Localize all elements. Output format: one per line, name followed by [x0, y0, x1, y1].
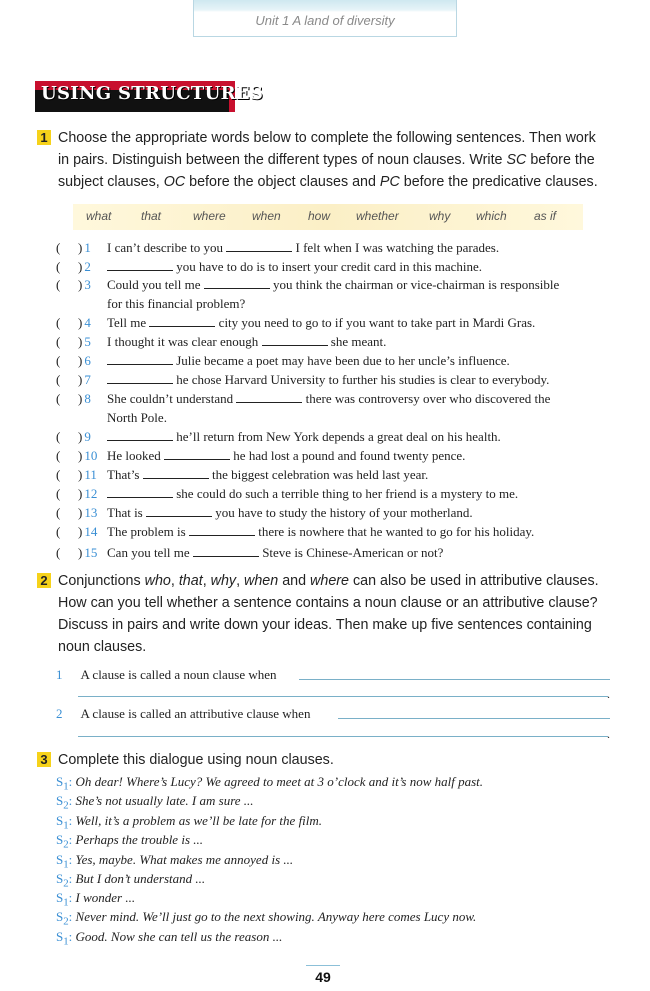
- header-tab: [193, 0, 457, 37]
- answer-prompt-1: 1 A clause is called a noun clause when: [56, 667, 277, 682]
- instruction-line: subject clauses, OC before the object clauses and PC before the predicative clauses.: [58, 174, 598, 190]
- dialogue-line: $S_1$: Oh dear! Where’s Lucy? We agreed to meet at 3 o’clock and it’s now half past.: [56, 774, 484, 793]
- answer-prompt-2: 2 A clause is called an attributive clause when: [56, 706, 311, 721]
- answer-blank[interactable]: [107, 429, 173, 441]
- word-option: where: [193, 209, 226, 223]
- section-title: USING STRUCTURES: [41, 83, 264, 104]
- dialogue-line: $S_2$: Perhaps the trouble is ...: [56, 832, 203, 851]
- answer-blank[interactable]: [204, 277, 270, 289]
- answer-line[interactable]: [78, 736, 608, 737]
- answer-line[interactable]: [78, 696, 608, 697]
- dialogue-line: $S_1$: Well, it’s a problem as we’ll be late for the film.: [56, 813, 323, 832]
- word-option: that: [141, 209, 162, 223]
- dialogue-line: $S_1$: Yes, maybe. What makes me annoyed is ...: [56, 852, 294, 871]
- instruction-line: in pairs. Distinguish between the different types of noun clauses. Write SC before the: [58, 152, 595, 168]
- answer-blank[interactable]: [107, 353, 173, 365]
- dialogue-line: $S_1$: I wonder ...: [56, 890, 136, 909]
- answer-blank[interactable]: [193, 545, 259, 557]
- word-option: why: [429, 209, 451, 223]
- answer-blank[interactable]: [107, 259, 173, 271]
- period-mark: .: [607, 687, 610, 701]
- answer-blank[interactable]: [146, 505, 212, 517]
- exercise-2-instruction: [58, 570, 618, 658]
- exercise-1-instruction: [58, 127, 618, 193]
- question-item: ( ) 14 The problem is there is nowhere that he wanted to go for his holiday.: [56, 524, 535, 539]
- answer-line[interactable]: [338, 718, 610, 719]
- answer-blank[interactable]: [143, 467, 209, 479]
- answer-blank[interactable]: [149, 315, 215, 327]
- instruction-line: noun clauses.: [58, 639, 147, 655]
- word-option: what: [86, 209, 112, 223]
- period-mark: .: [607, 727, 610, 741]
- instruction-line: Conjunctions who, that, why, when and where can also be used in attributive clauses.: [58, 573, 599, 589]
- instruction-line: How can you tell whether a sentence contains a noun clause or an attributive clause?: [58, 595, 598, 611]
- dialogue-line: $S_2$: But I don’t understand ...: [56, 871, 206, 890]
- instruction-line: Choose the appropriate words below to complete the following sentences. Then work: [58, 130, 596, 146]
- word-box: [73, 204, 583, 230]
- question-item: ( ) 9 he’ll return from New York depends a great deal on his health.: [56, 429, 501, 444]
- answer-line[interactable]: [299, 679, 610, 680]
- unit-title: Unit 1 A land of diversity: [255, 13, 395, 28]
- answer-blank[interactable]: [226, 240, 292, 252]
- exercise-3-badge: 3: [37, 752, 51, 767]
- question-item: ( ) 8 She couldn’t understand there was controversy over who discovered the: [56, 391, 551, 406]
- dialogue-line: $S_2$: Never mind. We’ll just go to the next showing. Anyway here comes Lucy now.: [56, 909, 477, 928]
- question-item: ( ) 3 Could you tell me you think the chairman or vice-chairman is responsible: [56, 277, 560, 292]
- question-item: ( ) 1 I can’t describe to you I felt when I was watching the parades.: [56, 240, 500, 255]
- question-item: ( ) 10 He looked he had lost a pound and found twenty pence.: [56, 448, 466, 463]
- instruction-line: Discuss in pairs and write down your ideas. Then make up five sentences containing: [58, 617, 592, 633]
- exercise-3-instruction: Complete this dialogue using noun clauses.: [58, 752, 334, 768]
- answer-blank[interactable]: [164, 448, 230, 460]
- page-number-box: [306, 965, 340, 988]
- dialogue-line: $S_1$: Good. Now she can tell us the reason ...: [56, 929, 283, 948]
- answer-blank[interactable]: [262, 334, 328, 346]
- question-item: ( ) 13 That is you have to study the history of your motherland.: [56, 505, 473, 520]
- question-item: ( ) 5 I thought it was clear enough she meant.: [56, 334, 387, 349]
- question-item: ( ) 4 Tell me city you need to go to if you want to take part in Mardi Gras.: [56, 315, 536, 330]
- word-option: how: [308, 209, 331, 223]
- exercise-1-badge: 1: [37, 130, 51, 145]
- exercise-2-badge: 2: [37, 573, 51, 588]
- question-item: ( ) 15 Can you tell me Steve is Chinese-American or not?: [56, 545, 444, 560]
- answer-blank[interactable]: [236, 391, 302, 403]
- word-option: as if: [534, 209, 557, 223]
- question-continuation: North Pole.: [107, 410, 167, 425]
- question-item: ( ) 7 he chose Harvard University to further his studies is clear to everybody.: [56, 372, 550, 387]
- word-option: when: [252, 209, 281, 223]
- word-option: whether: [356, 209, 399, 223]
- question-item: ( ) 11 That’s the biggest celebration was held last year.: [56, 467, 429, 482]
- word-option: which: [476, 209, 507, 223]
- question-continuation: for this financial problem?: [107, 296, 246, 311]
- question-item: ( ) 12 she could do such a terrible thing to her friend is a mystery to me.: [56, 486, 519, 501]
- answer-blank[interactable]: [189, 524, 255, 536]
- question-item: ( ) 6 Julie became a poet may have been due to her uncle’s influence.: [56, 353, 510, 368]
- dialogue-line: $S_2$: She’s not usually late. I am sure ...: [56, 793, 254, 812]
- page-number: 49: [315, 969, 331, 985]
- answer-blank[interactable]: [107, 486, 173, 498]
- question-item: ( ) 2 you have to do is to insert your credit card in this machine.: [56, 259, 483, 274]
- answer-blank[interactable]: [107, 372, 173, 384]
